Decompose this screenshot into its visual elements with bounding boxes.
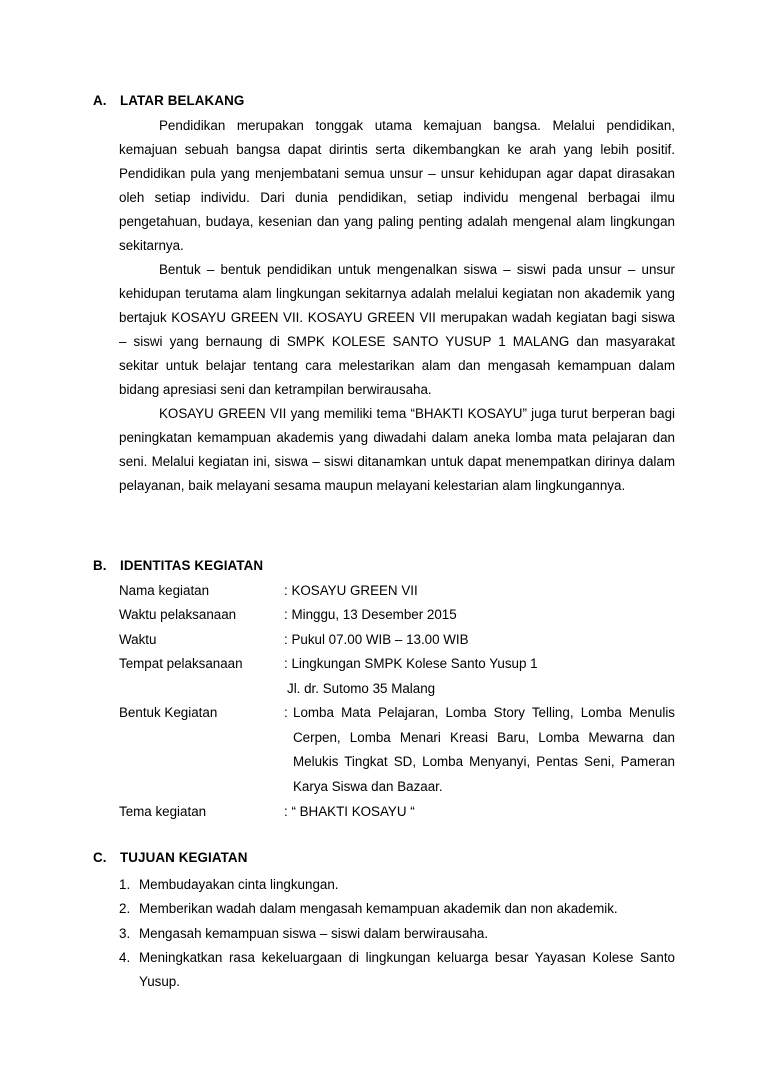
list-number: 4. (119, 950, 131, 965)
section-c-heading (93, 848, 247, 868)
identity-value: : “ BHAKTI KOSAYU “ (284, 804, 415, 819)
identity-label: Bentuk Kegiatan (119, 705, 218, 720)
list-item (119, 946, 675, 994)
identity-value-colon: : (284, 705, 288, 720)
list-text: Meningkatkan rasa kekeluargaan di lingkungan keluarga besar Yayasan Kolese Santo Yusup. (139, 950, 675, 989)
identity-label: Waktu pelaksanaan (119, 607, 237, 622)
list-number: 1. (119, 877, 131, 892)
identity-value: : Lingkungan SMPK Kolese Santo Yusup 1 (284, 656, 538, 671)
section-a-paragraph-1: Pendidikan merupakan tonggak utama kemajuan bangsa. Melalui pendidikan, kemajuan sebuah bangsa dapat dirintis serta dikembangkan ke arah yang lebih positif. Pendidikan pula yang menjembatani semua unsur – unsur kehidupan agar dapat dirasakan oleh setiap individu. Dari dunia pendidikan, setiap individu mengenal berbagai ilmu pengetahuan, budaya, kesenian dan yang paling penting adalah mengenal alam lingkungan sekitarnya. (119, 118, 675, 253)
list-number: 3. (119, 926, 131, 941)
identity-label: Nama kegiatan (119, 583, 210, 598)
section-a-heading (93, 91, 244, 111)
list-item (119, 873, 675, 897)
section-c-letter: C. (93, 850, 107, 865)
list-number: 2. (119, 901, 131, 916)
section-a-paragraph-3: KOSAYU GREEN VII yang memiliki tema “BHAKTI KOSAYU” juga turut berperan bagi peningkatan kemampuan akademis yang diwadahi dalam aneka lomba mata pelajaran dan seni. Melalui kegiatan ini, siswa – siswi ditanamkan untuk dapat menempatkan dirinya dalam pelayanan, baik melayani sesama maupun melayani kelestarian alam lingkungannya. (119, 406, 675, 493)
identity-value: : KOSAYU GREEN VII (284, 583, 418, 598)
section-c-title: TUJUAN KEGIATAN (120, 850, 248, 865)
section-a-paragraph-2: Bentuk – bentuk pendidikan untuk mengenalkan siswa – siswi pada unsur – unsur kehidupan terutama alam lingkungan sekitarnya adalah melalui kegiatan non akademik yang bertajuk KOSAYU GREEN VII. KOSAYU GREEN VII merupakan wadah kegiatan bagi siswa – siswi yang bernaung di SMPK KOLESE SANTO YUSUP 1 MALANG dan masyarakat sekitar untuk belajar tentang cara melestarikan alam dan mengasah kemampuan dalam bidang apresiasi seni dan ketrampilan berwirausaha. (119, 262, 675, 397)
section-a-letter: A. (93, 93, 107, 108)
identity-label: Tema kegiatan (119, 804, 207, 819)
list-text: Membudayakan cinta lingkungan. (139, 877, 339, 892)
section-b-title: IDENTITAS KEGIATAN (120, 558, 264, 573)
section-b-heading (93, 556, 263, 576)
list-text: Mengasah kemampuan siswa – siswi dalam berwirausaha. (139, 926, 489, 941)
identity-value: : Pukul 07.00 WIB – 13.00 WIB (284, 632, 469, 647)
identity-label: Tempat pelaksanaan (119, 656, 243, 671)
identity-value: : Minggu, 13 Desember 2015 (284, 607, 457, 622)
list-item (119, 922, 675, 946)
list-text: Memberikan wadah dalam mengasah kemampuan akademik dan non akademik. (139, 901, 618, 916)
identity-label: Waktu (119, 632, 157, 647)
list-item (119, 897, 675, 921)
section-b-letter: B. (93, 558, 107, 573)
identity-value-bentuk: Lomba Mata Pelajaran, Lomba Story Telling, Lomba Menulis Cerpen, Lomba Menari Kreasi Baru, Lomba Mewarna dan Melukis Tingkat SD, Lomba Menyanyi, Pentas Seni, Pameran Karya Siswa dan Bazaar. (293, 705, 675, 794)
identity-value-address: Jl. dr. Sutomo 35 Malang (287, 681, 436, 696)
section-a-title: LATAR BELAKANG (120, 93, 245, 108)
